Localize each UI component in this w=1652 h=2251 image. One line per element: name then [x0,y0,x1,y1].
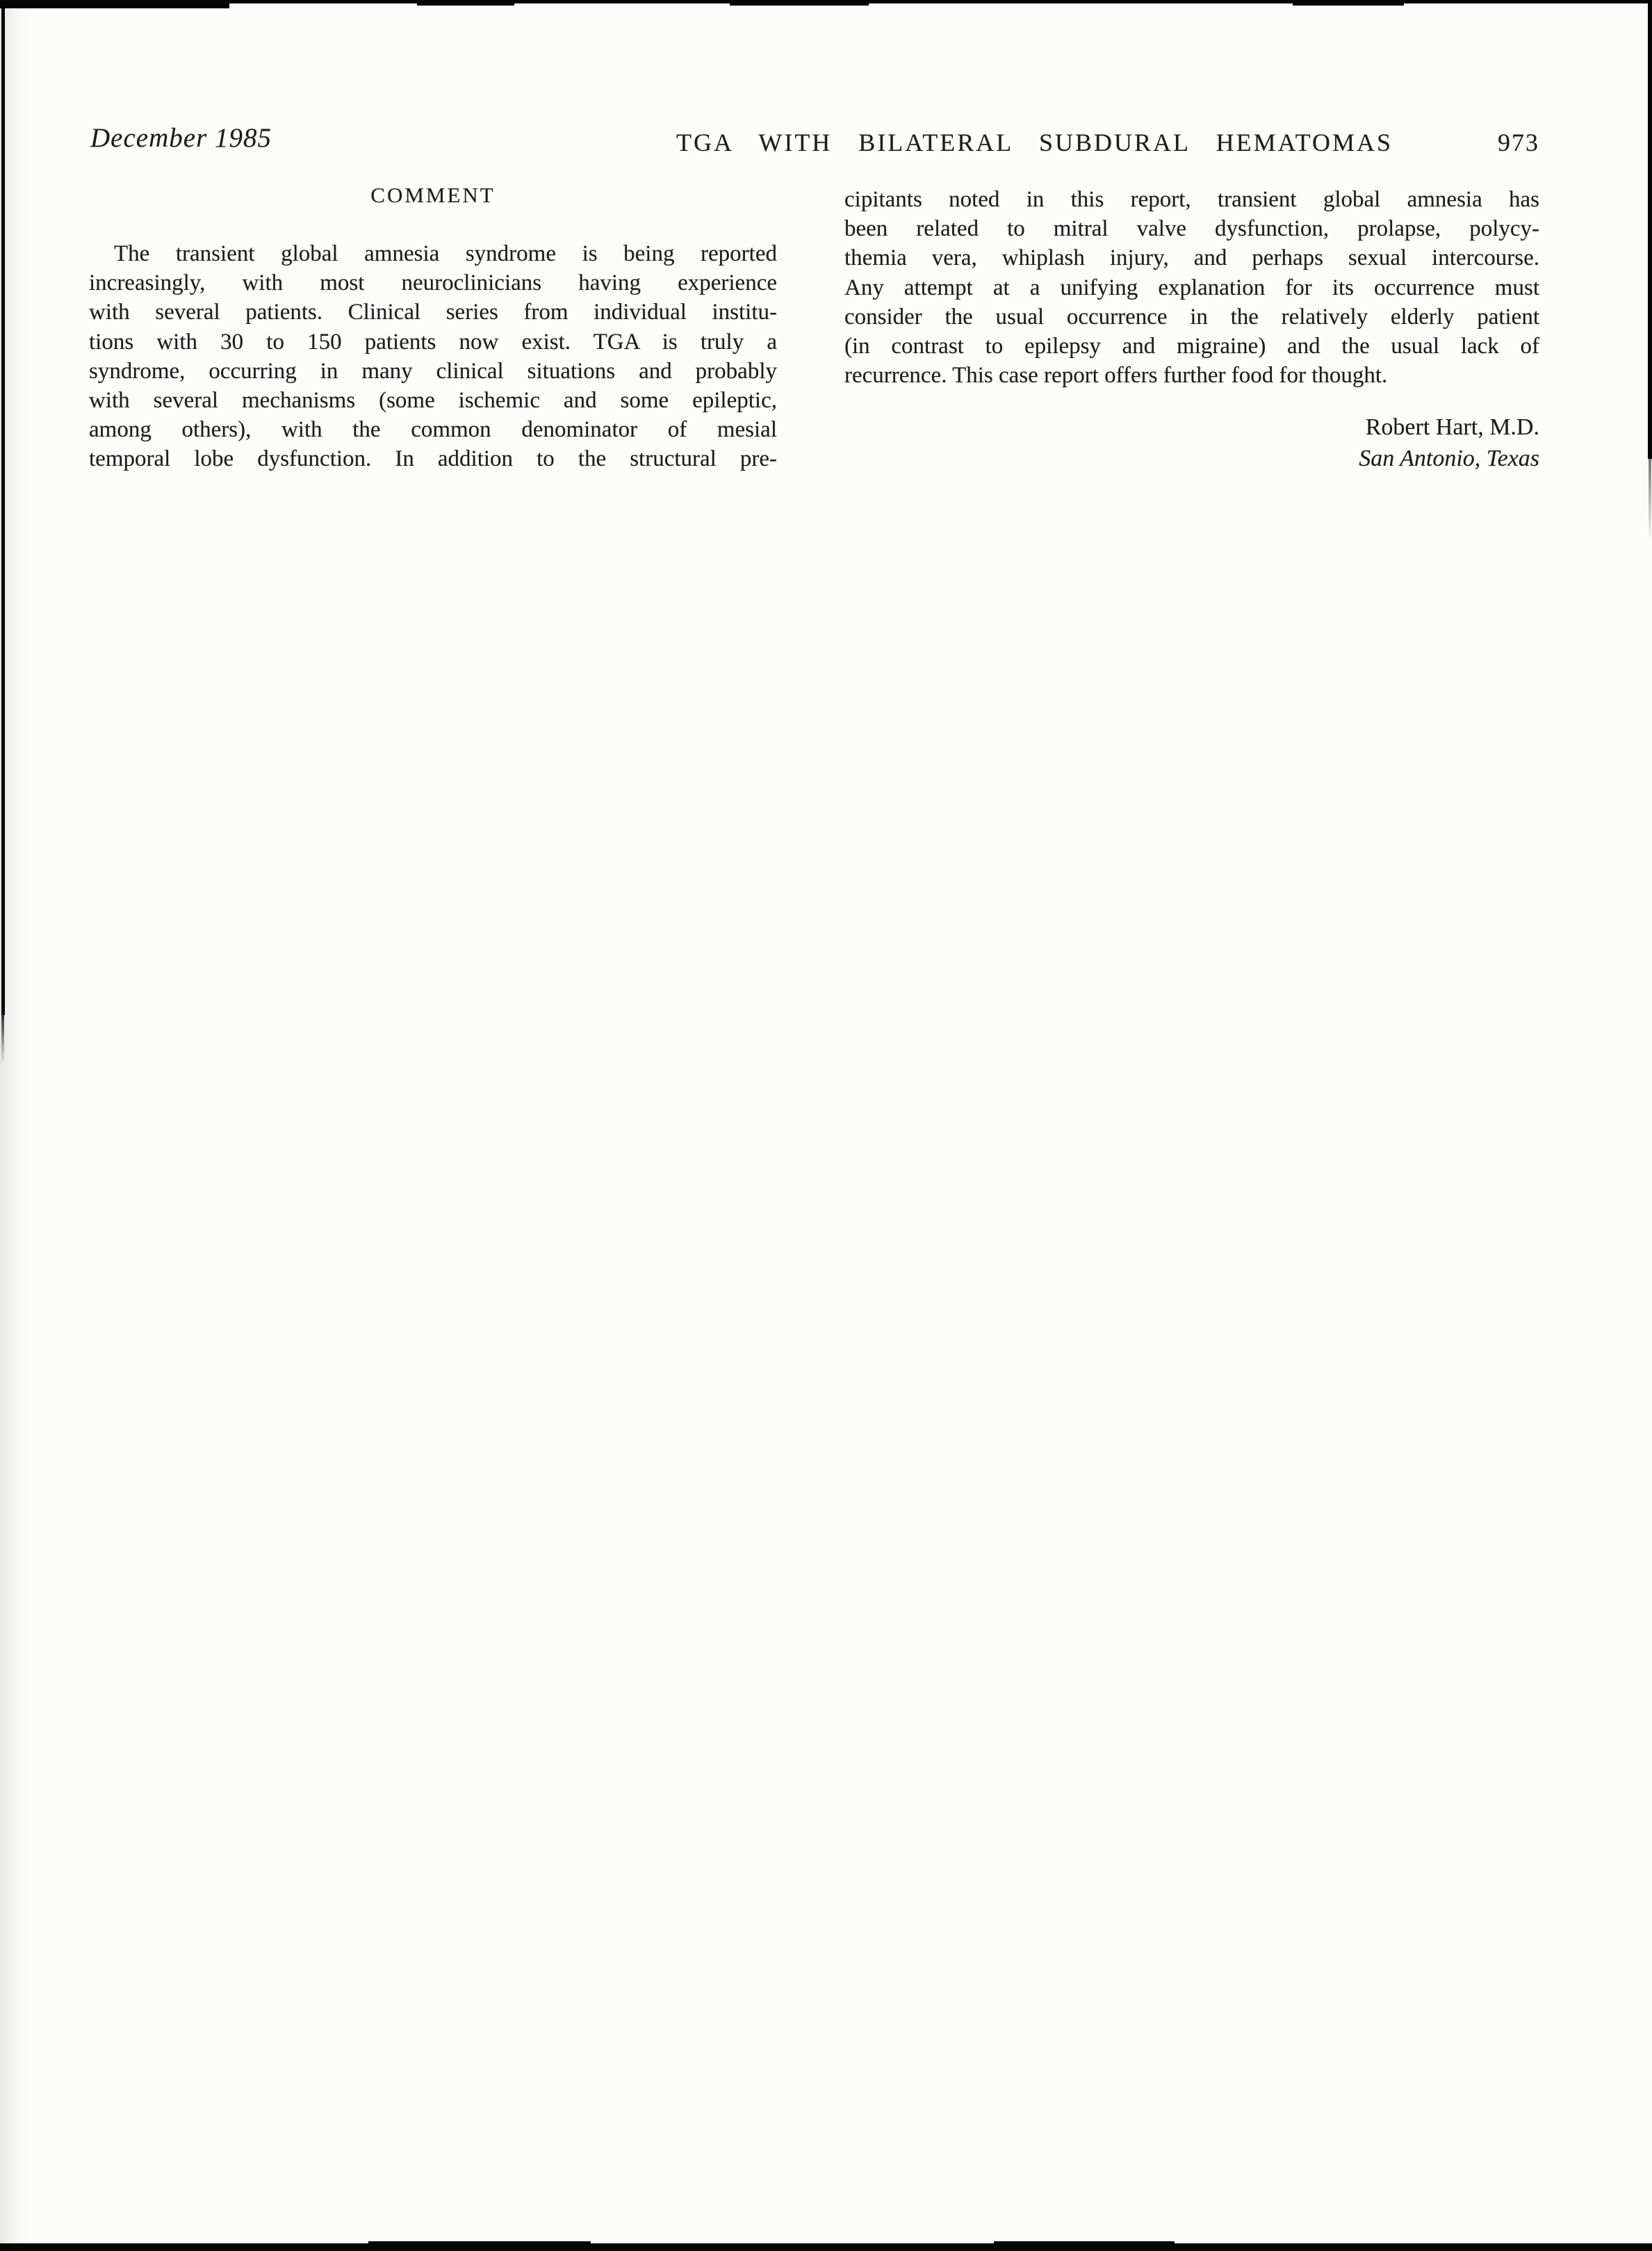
scan-edge-top-bump [417,0,514,6]
text-line: syndrome, occurring in many clinical situations and probably [89,358,777,384]
scan-edge-top-bump [1293,0,1404,6]
text-line: among others), with the common denominator of mesial [89,417,777,443]
text-line: The transient global amnesia syndrome is being reported [114,241,777,266]
signature-location: San Antonio, Texas [1359,446,1539,471]
scan-edge-top-bump [730,0,869,6]
scan-edge-left [1,0,5,1015]
scan-edge-right-fade [1649,459,1651,542]
scan-edge-top-bump [0,0,229,8]
scan-edge-bottom [0,2243,1652,2251]
text-line: cipitants noted in this report, transient global amnesia has [844,187,1539,212]
scan-edge-right [1648,0,1652,459]
page-number: 973 [1498,129,1539,156]
text-line: with several patients. Clinical series from individual institu- [89,300,777,325]
left-column [89,239,777,474]
scan-edge-bottom-bump [994,2241,1175,2245]
section-heading-comment: COMMENT [370,183,496,207]
text-line: tions with 30 to 150 patients now exist. TGA is truly a [89,329,777,355]
scan-edge-left-fade [1,1015,4,1064]
text-line: recurrence. This case report offers further food for thought. [844,363,1388,389]
text-line: themia vera, whiplash injury, and perhaps sexual intercourse. [844,245,1539,271]
right-column [844,185,1539,390]
signature-name: Robert Hart, M.D. [1365,414,1539,440]
scan-edge-bottom-bump [368,2241,591,2245]
text-line: consider the usual occurrence in the relatively elderly patient [844,304,1539,330]
running-title: TGA WITH BILATERAL SUBDURAL HEMATOMAS [676,129,1393,156]
text-line: Any attempt at a unifying explanation for its occurrence must [844,275,1539,300]
text-line: (in contrast to epilepsy and migraine) and the usual lack of [844,333,1539,359]
text-line: with several mechanisms (some ischemic and some epileptic, [89,387,777,413]
signature-block [844,412,1539,474]
text-line: temporal lobe dysfunction. In addition to the structural pre- [89,446,777,472]
text-line: increasingly, with most neuroclinicians having experience [89,270,777,296]
issue-date: December 1985 [90,123,272,153]
text-line: been related to mitral valve dysfunction, prolapse, polycy- [844,216,1539,242]
